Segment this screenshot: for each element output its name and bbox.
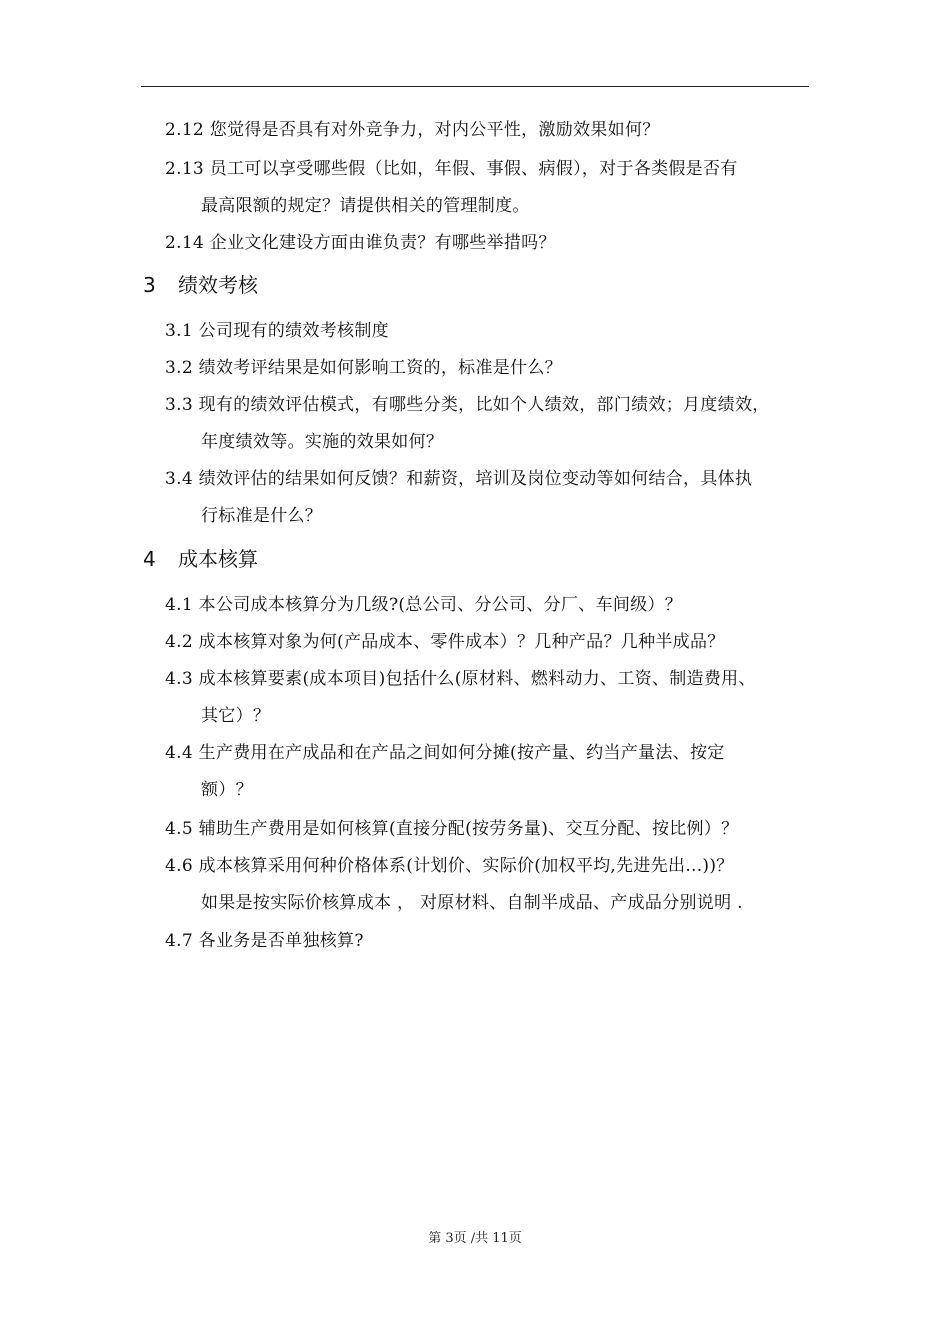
page-number-label: 第 3页 /共 11页 — [428, 1231, 522, 1246]
list-item-4-2 — [165, 624, 815, 661]
list-item-3-3 — [165, 387, 815, 461]
section-heading-3 — [143, 270, 258, 300]
item-text: 成本核算对象为何(产品成本、零件成本）？几种产品？几种半成品？ — [198, 632, 725, 652]
list-item-3-1 — [165, 313, 815, 350]
list-item-4-3 — [165, 661, 815, 735]
item-text-continued: 最高限额的规定？请提供相关的管理制度。 — [201, 196, 530, 216]
item-text: 现有的绩效评估模式，有哪些分类，比如个人绩效，部门绩效；月度绩效， — [198, 395, 770, 415]
list-item-2-13 — [165, 151, 815, 225]
section-title: 成本核算 — [178, 547, 258, 571]
list-item-4-1 — [165, 587, 815, 624]
section-number: 3 — [143, 273, 156, 297]
section-number: 4 — [143, 547, 156, 571]
item-text-continued: 如果是按实际价核算成本 ， 对原材料、自制半成品、产成品分别说明 . — [201, 893, 743, 913]
item-number: 3.4 — [165, 469, 193, 489]
item-number: 4.6 — [165, 856, 193, 876]
page-footer — [0, 1230, 950, 1248]
item-number: 3.1 — [165, 321, 193, 341]
item-text-continued: 额）？ — [201, 780, 253, 800]
item-text: 员工可以享受哪些假（比如，年假、事假、病假），对于各类假是否有 — [209, 159, 738, 179]
item-text: 辅助生产费用是如何核算(直接分配(按劳务量)、交互分配、按比例）？ — [198, 819, 739, 839]
item-number: 3.2 — [165, 358, 193, 378]
item-text: 绩效评估的结果如何反馈？和薪资，培训及岗位变动等如何结合，具体执 — [198, 469, 753, 489]
list-item-3-2 — [165, 350, 815, 387]
item-number: 2.12 — [165, 120, 205, 140]
item-text: 您觉得是否具有对外竞争力，对内公平性，激励效果如何？ — [209, 120, 660, 140]
list-item-4-7 — [165, 923, 815, 960]
section-title: 绩效考核 — [178, 273, 258, 297]
item-text: 公司现有的绩效考核制度 — [198, 321, 389, 341]
item-text-continued: 行标准是什么？ — [201, 506, 323, 526]
item-text: 企业文化建设方面由谁负责？有哪些举措吗？ — [209, 233, 556, 253]
item-text: 成本核算采用何种价格体系(计划价、实际价(加权平均,先进先出...))？ — [198, 856, 734, 876]
list-item-2-12 — [165, 112, 815, 149]
item-number: 4.7 — [165, 931, 193, 951]
list-item-4-6 — [165, 848, 815, 922]
list-item-2-14 — [165, 225, 815, 262]
list-item-4-5 — [165, 811, 815, 848]
item-text: 生产费用在产成品和在产品之间如何分摊(按产量、约当产量法、按定 — [198, 743, 725, 763]
item-text-continued: 其它）？ — [201, 706, 271, 726]
item-text: 绩效考评结果是如何影响工资的，标准是什么？ — [198, 358, 562, 378]
item-number: 4.1 — [165, 595, 193, 615]
list-item-4-4 — [165, 735, 815, 809]
item-text: 各业务是否单独核算? — [198, 931, 364, 951]
item-number: 3.3 — [165, 395, 193, 415]
item-number: 2.13 — [165, 159, 205, 179]
section-heading-4 — [143, 544, 258, 574]
item-number: 2.14 — [165, 233, 205, 253]
item-text: 本公司成本核算分为几级?(总公司、分公司、分厂、车间级）？ — [198, 595, 683, 615]
item-number: 4.3 — [165, 669, 193, 689]
header-divider — [141, 86, 809, 87]
list-item-3-4 — [165, 461, 815, 535]
item-text-continued: 年度绩效等。实施的效果如何？ — [201, 432, 444, 452]
item-text: 成本核算要素(成本项目)包括什么(原材料、燃料动力、工资、制造费用、 — [198, 669, 756, 689]
item-number: 4.4 — [165, 743, 193, 763]
item-number: 4.5 — [165, 819, 193, 839]
item-number: 4.2 — [165, 632, 193, 652]
